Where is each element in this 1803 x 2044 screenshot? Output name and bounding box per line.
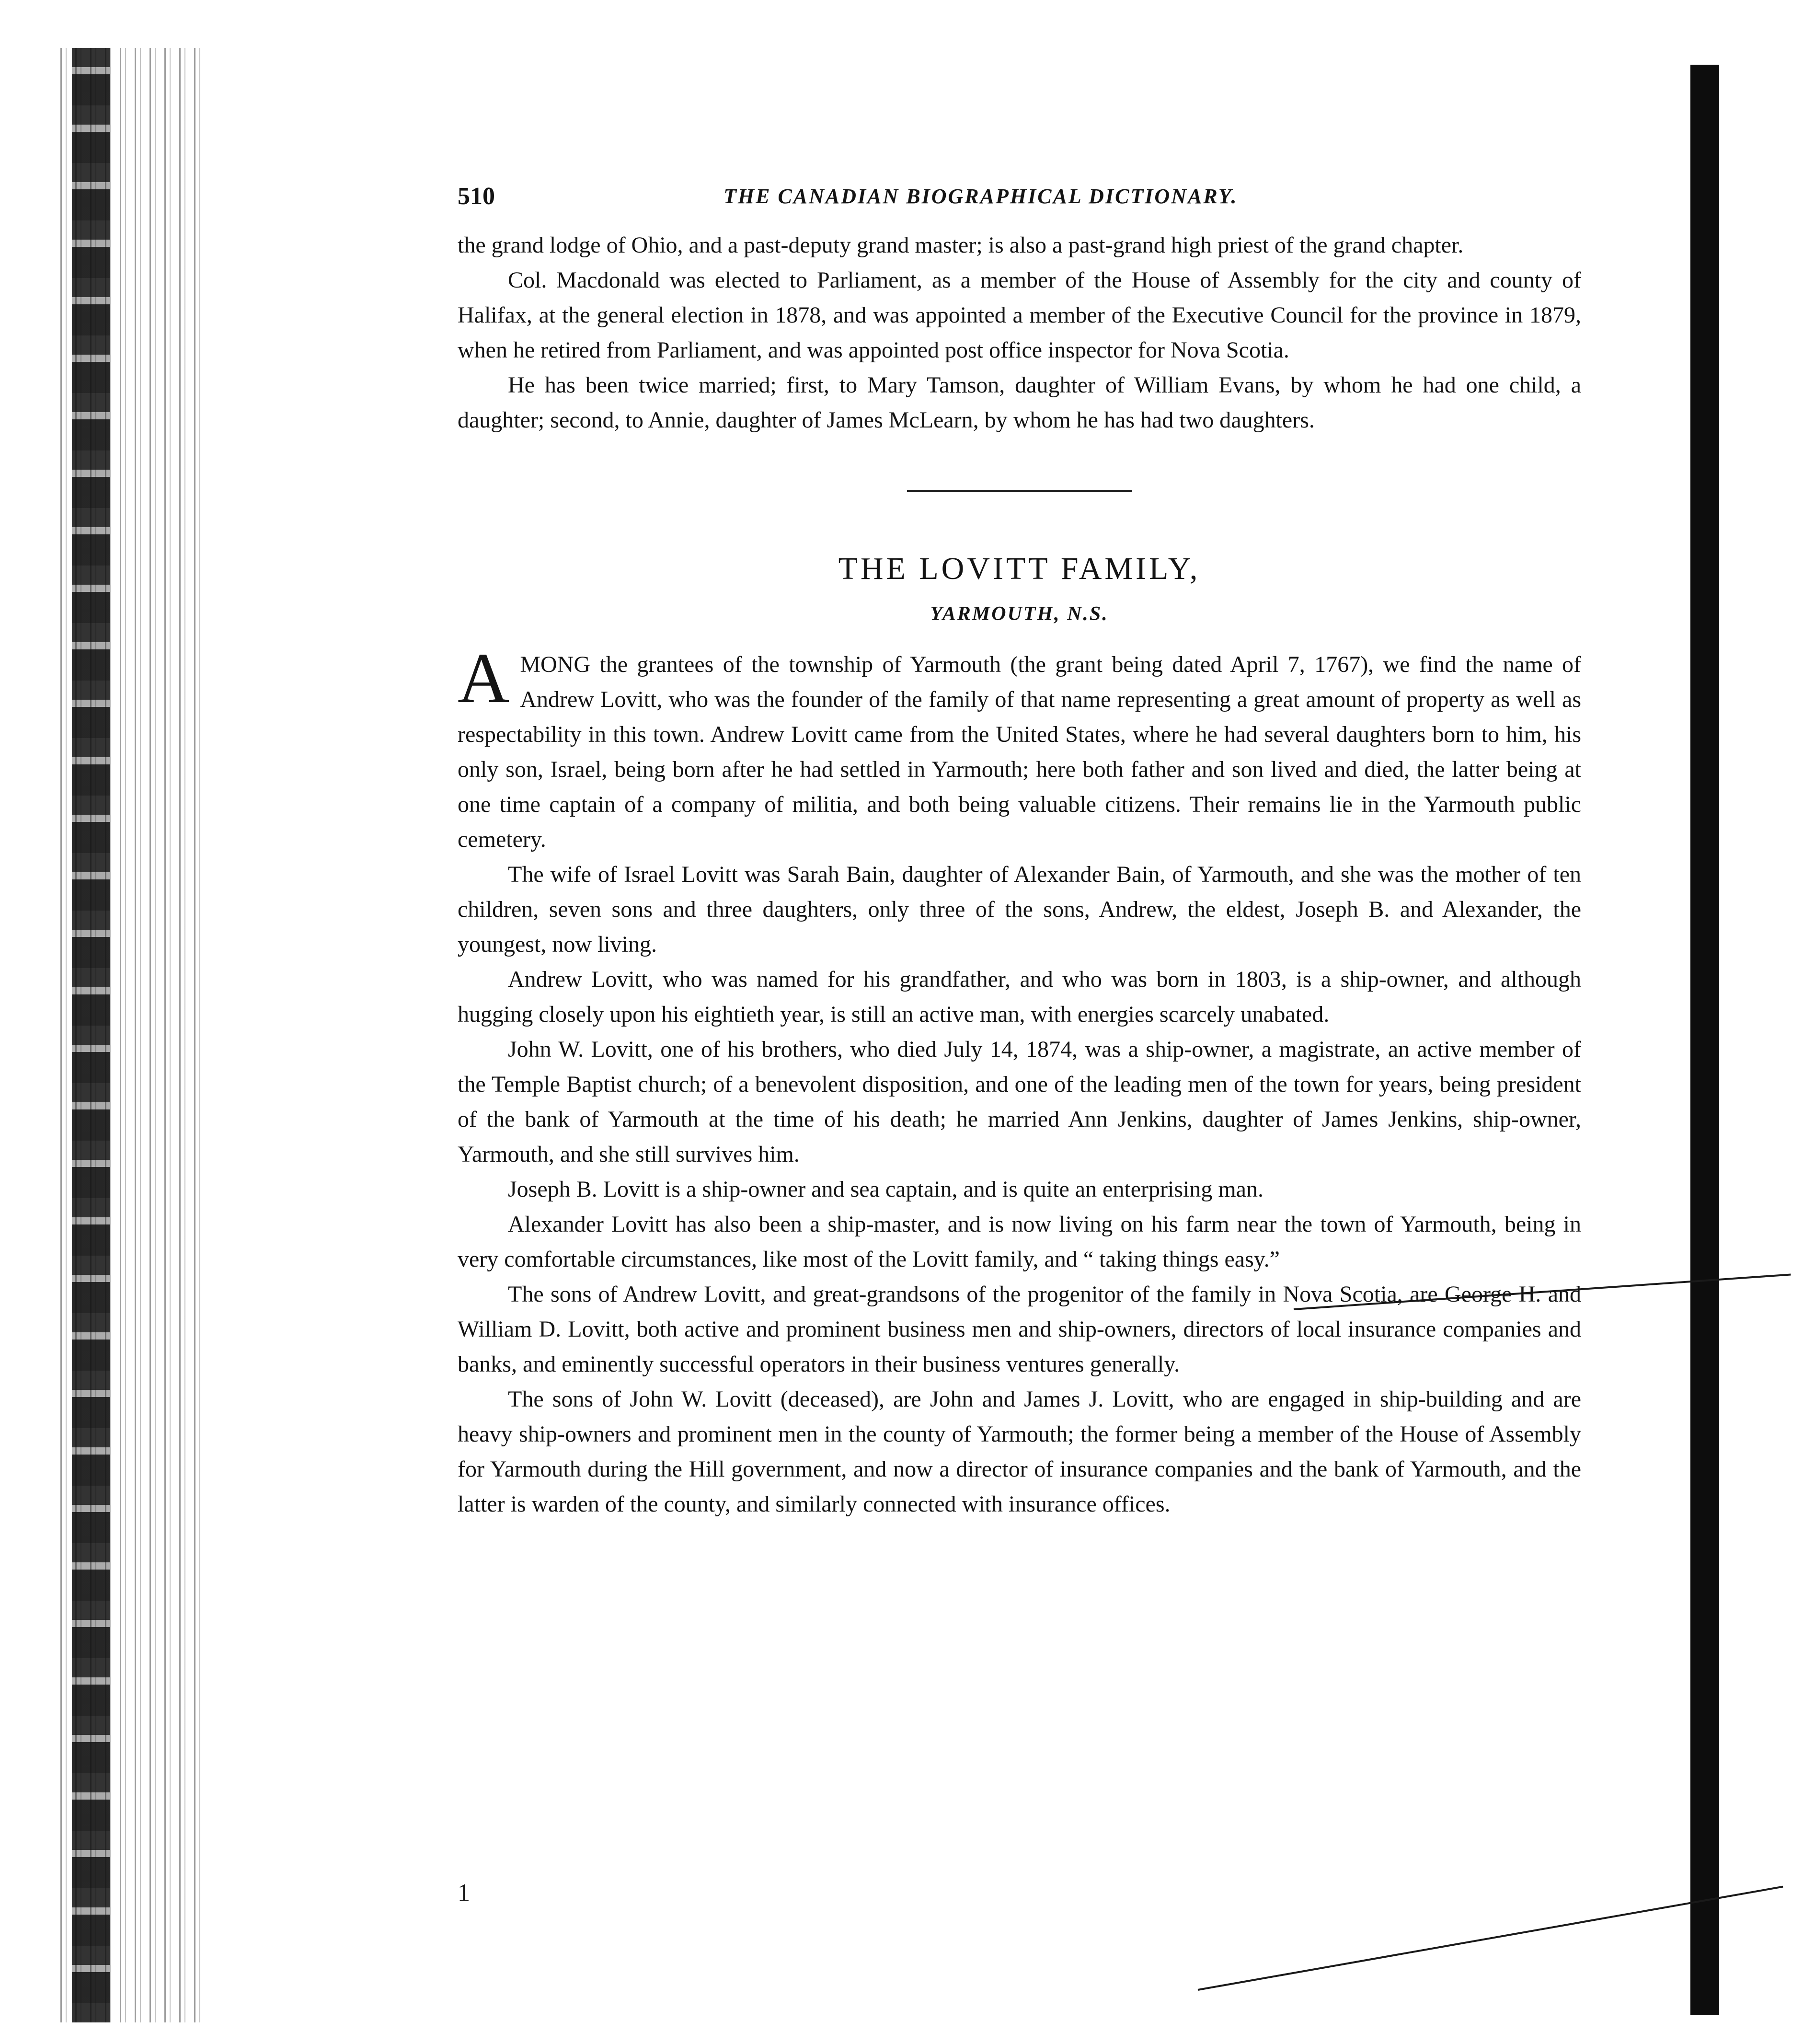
opening-text: MONG the grantees of the township of Yarmouth (the grant being dated April 7, 1767), we find the name of Andrew Lovitt, who was the founder of the family of that name representing a great amount of property as well as respectability in this town. Andrew Lovitt came from the United States, where he had several daughters born to him, his only son, Israel, being born after he had settled in Yarmouth; here both father and son lived and died, the latter being at one time captain of a company of militia, and both being valuable citizens. Their remains lie in the Yarmouth public cemetery. <box>458 652 1581 852</box>
opening-paragraph <box>458 638 1581 857</box>
paragraph: He has been twice married; first, to Mary Tamson, daughter of William Evans, by whom he had one child, a daughter; second, to Annie, daughter of James McLearn, by whom he has had two daughters. <box>458 372 1581 433</box>
drop-cap: A <box>458 638 510 718</box>
paragraph: the grand lodge of Ohio, and a past-deputy grand master; is also a past-grand high priest of the grand chapter. <box>458 232 1464 258</box>
paragraph: Col. Macdonald was elected to Parliament, as a member of the House of Assembly for the city and county of Halifax, at the general election in 1878, and was appointed a member of the Executive Council for the province in 1879, when he retired from Parliament, and was appointed post office inspector for Nova Scotia. <box>458 267 1581 363</box>
scan-edge-left-shadow <box>72 48 110 2022</box>
footer-mark: 1 <box>458 1879 470 1906</box>
paragraph: Andrew Lovitt, who was named for his grandfather, and who was born in 1803, is a ship-owner, and although hugging closely upon his eightieth year, is still an active man, with energies scarcely unabated. <box>458 967 1581 1027</box>
entry-body <box>458 638 1581 1522</box>
running-head <box>458 182 1581 228</box>
paragraph: The wife of Israel Lovitt was Sarah Bain, daughter of Alexander Bain, of Yarmouth, and she was the mother of ten children, seven sons and three daughters, only three of the sons, Andrew, the eldest, Joseph B. and Alexander, the youngest, now living. <box>458 862 1581 957</box>
paragraph: John W. Lovitt, one of his brothers, who died July 14, 1874, was a ship-owner, a magistrate, an active member of the Temple Baptist church; of a benevolent disposition, and one of the leading men of the town for years, being president of the bank of Yarmouth at the time of his death; he married Ann Jenkins, daughter of James Jenkins, ship-owner, Yarmouth, and she still survives him. <box>458 1037 1581 1167</box>
running-title: THE CANADIAN BIOGRAPHICAL DICTIONARY. <box>723 185 1238 208</box>
entry-subtitle: YARMOUTH, N.S. <box>930 603 1109 625</box>
previous-entry <box>458 228 1581 438</box>
paragraph: Joseph B. Lovitt is a ship-owner and sea captain, and is quite an enterprising man. <box>508 1177 1263 1202</box>
paragraph: Alexander Lovitt has also been a ship-master, and is now living on his farm near the town of Yarmouth, being in very comfortable circumstances, like most of the Lovitt family, and “ taking things easy.” <box>458 1212 1581 1272</box>
scan-edge-right <box>1690 65 1719 2015</box>
entry-title: THE LOVITT FAMILY, <box>838 551 1201 586</box>
page-number: 510 <box>458 183 495 210</box>
section-divider <box>907 490 1132 492</box>
book-page <box>458 182 1581 1522</box>
paragraph: The sons of Andrew Lovitt, and great-grandsons of the progenitor of the family in Nova Scotia, are George H. and William D. Lovitt, both active and prominent business men and ship-owners, directors of local insurance companies and banks, and eminently successful operators in their business ventures generally. <box>458 1282 1581 1377</box>
paragraph: The sons of John W. Lovitt (deceased), are John and James J. Lovitt, who are engaged in ship-building and are heavy ship-owners and prominent men in the county of Yarmouth; the former being a member of the House of Assembly for Yarmouth during the Hill government, and now a director of insurance companies and the bank of Yarmouth, and the latter is warden of the county, and similarly connected with insurance offices. <box>458 1386 1581 1517</box>
